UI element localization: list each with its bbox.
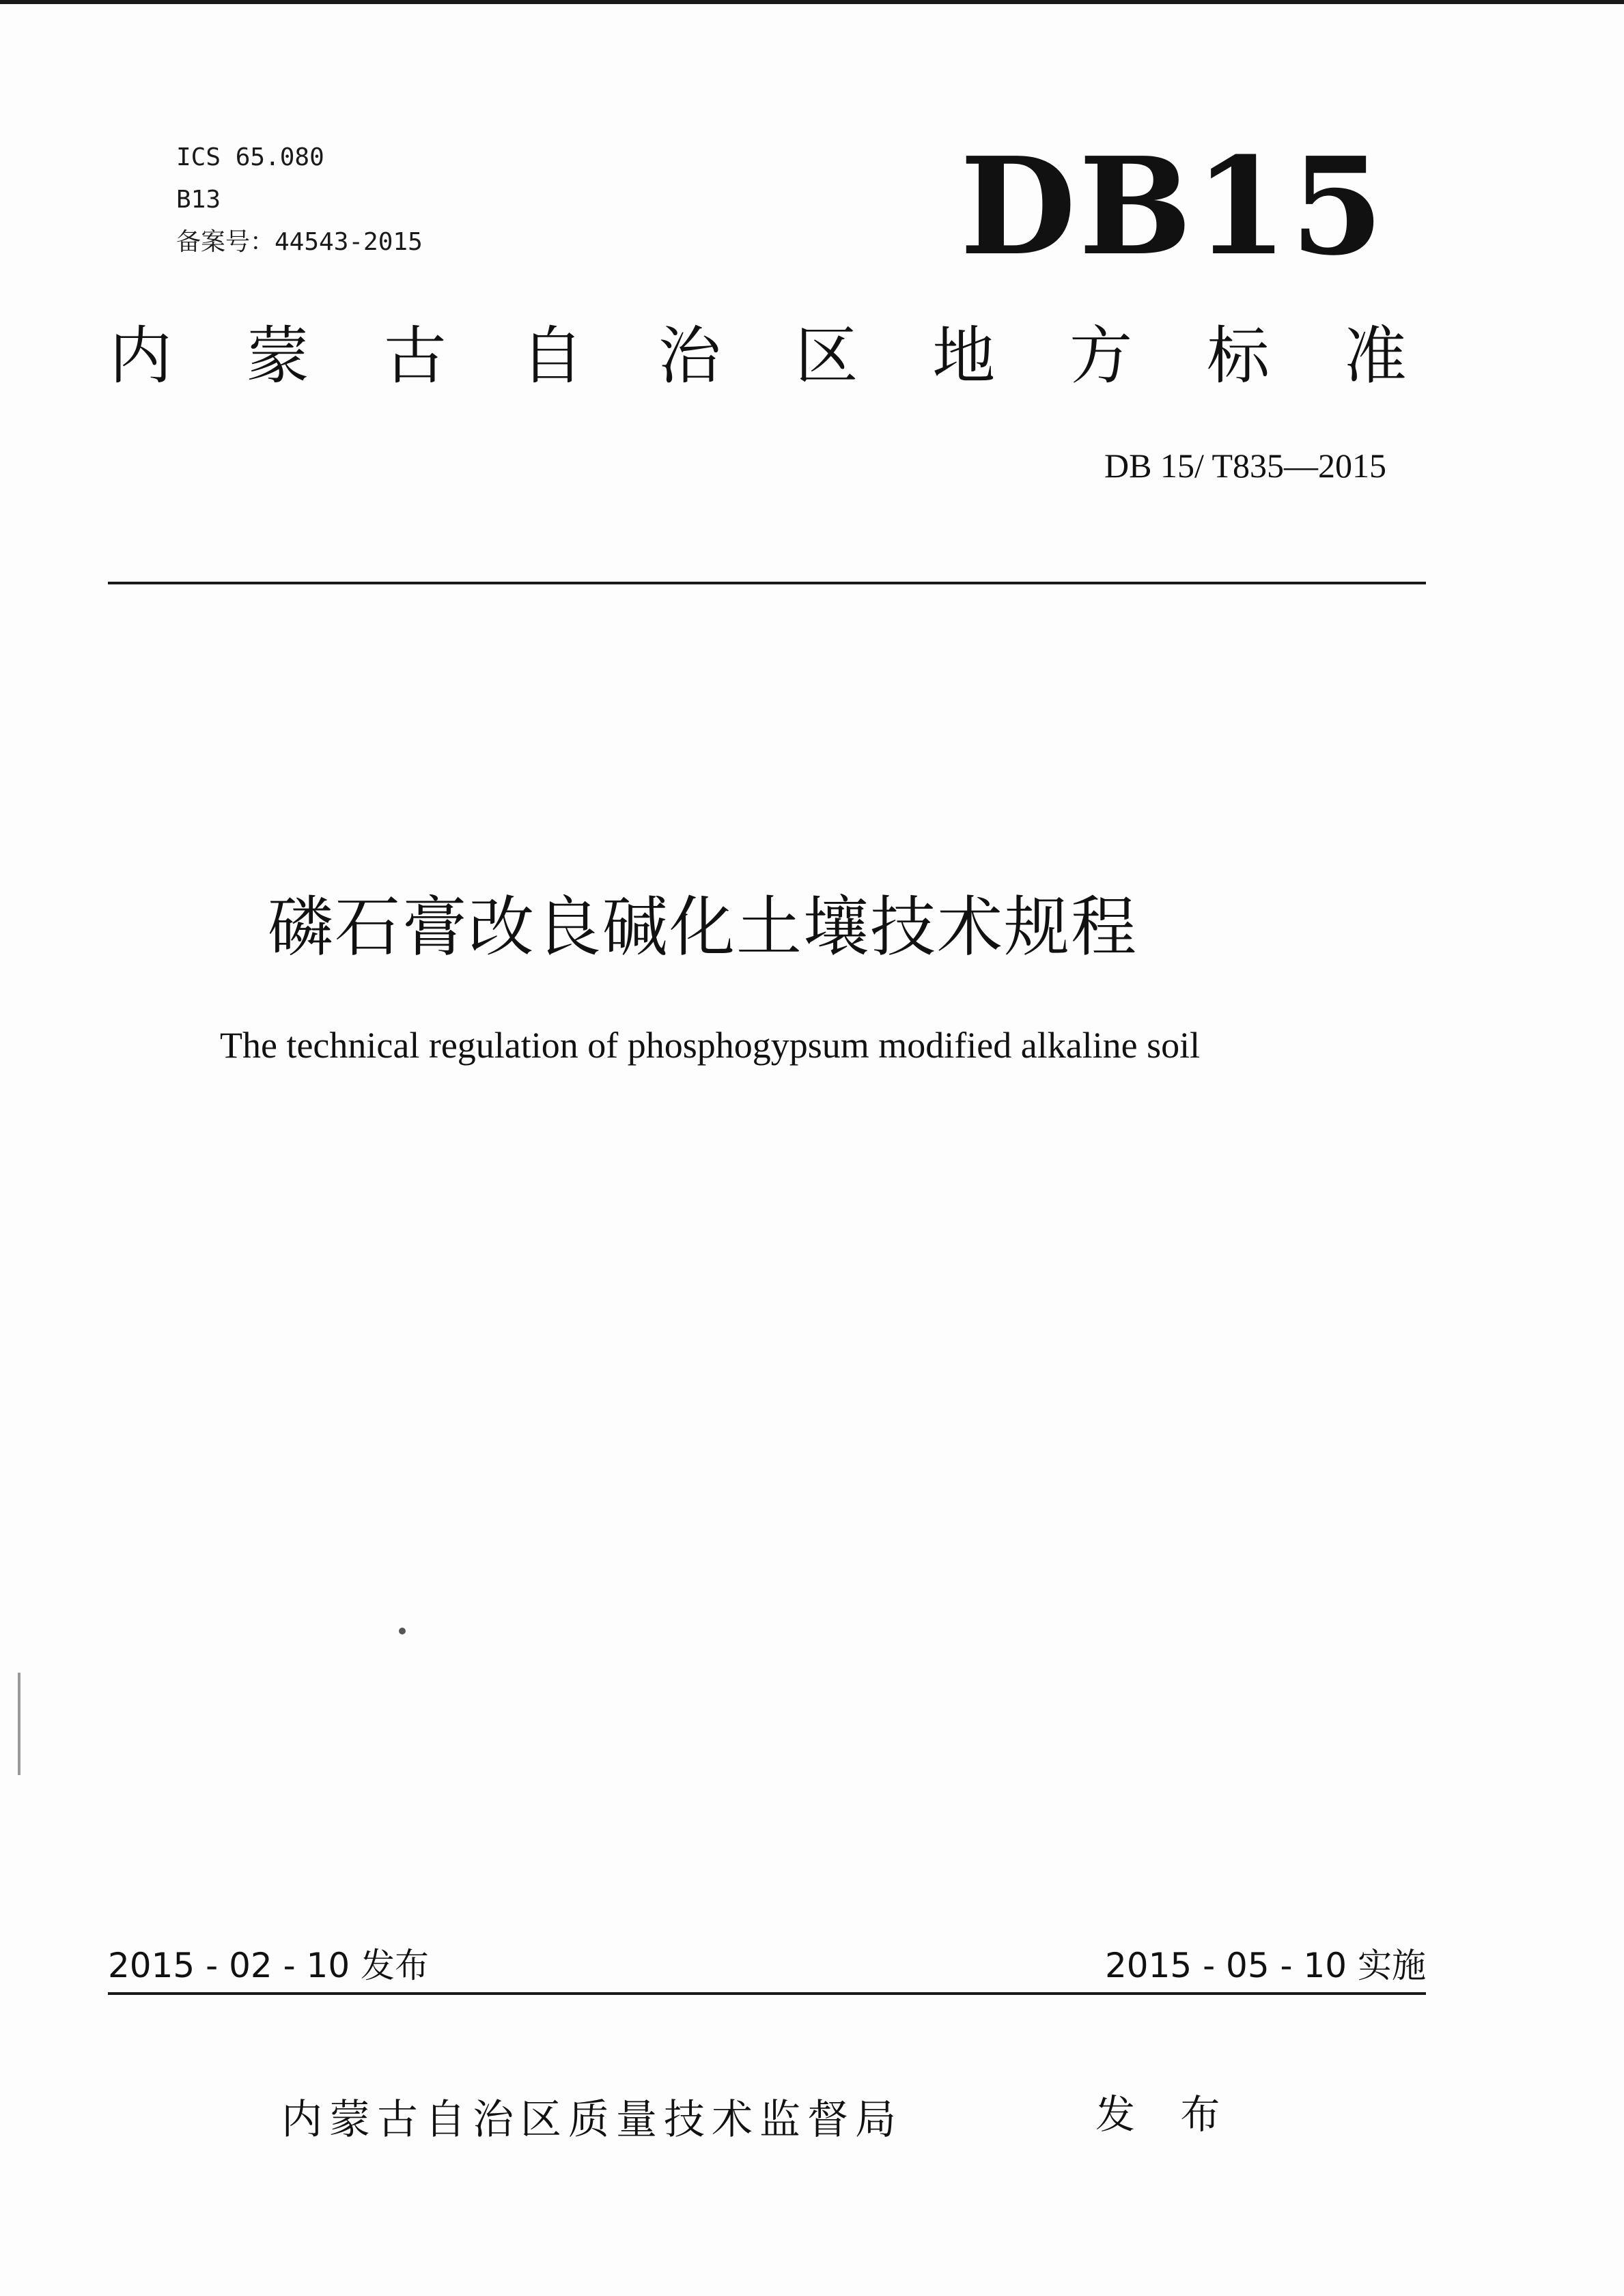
scan-margin-mark (18, 1673, 20, 1775)
heading-char: 地 (932, 320, 996, 393)
publish-label: 发 布 (1095, 2091, 1237, 2138)
document-title-english: The technical regulation of phosphogypsum modified alkaline soil (220, 1025, 1201, 1066)
heading-char: 治 (658, 320, 721, 393)
heading-char: 准 (1343, 320, 1407, 393)
heading-char: 区 (795, 320, 858, 393)
heading-char: 方 (1069, 320, 1133, 393)
db15-logo: DB15 (960, 128, 1386, 285)
record-number: 备案号：44543-2015 (176, 228, 423, 256)
implementation-date: 2015 - 05 - 10 实施 (1104, 1946, 1426, 1985)
heading-char: 蒙 (246, 320, 309, 393)
scan-speck (399, 1628, 406, 1634)
heading-char: 自 (520, 320, 584, 393)
classification-block (176, 137, 423, 264)
ccs-code: B13 (176, 186, 221, 214)
scan-top-edge (0, 0, 1624, 4)
heading-char: 内 (109, 320, 173, 393)
heading-char: 古 (383, 320, 447, 393)
ics-code: ICS 65.080 (176, 143, 324, 171)
standard-type-heading (109, 315, 1407, 397)
publisher-name: 内蒙古自治区质量技术监督局 (281, 2096, 903, 2144)
footer-divider (108, 1992, 1426, 1995)
issue-date: 2015 - 02 - 10 发布 (108, 1946, 430, 1985)
heading-char: 标 (1207, 320, 1270, 393)
standard-number: DB 15/ T835—2015 (1104, 447, 1386, 485)
header-divider (108, 582, 1426, 584)
document-title-chinese: 磷石膏改良碱化土壤技术规程 (268, 889, 1138, 965)
